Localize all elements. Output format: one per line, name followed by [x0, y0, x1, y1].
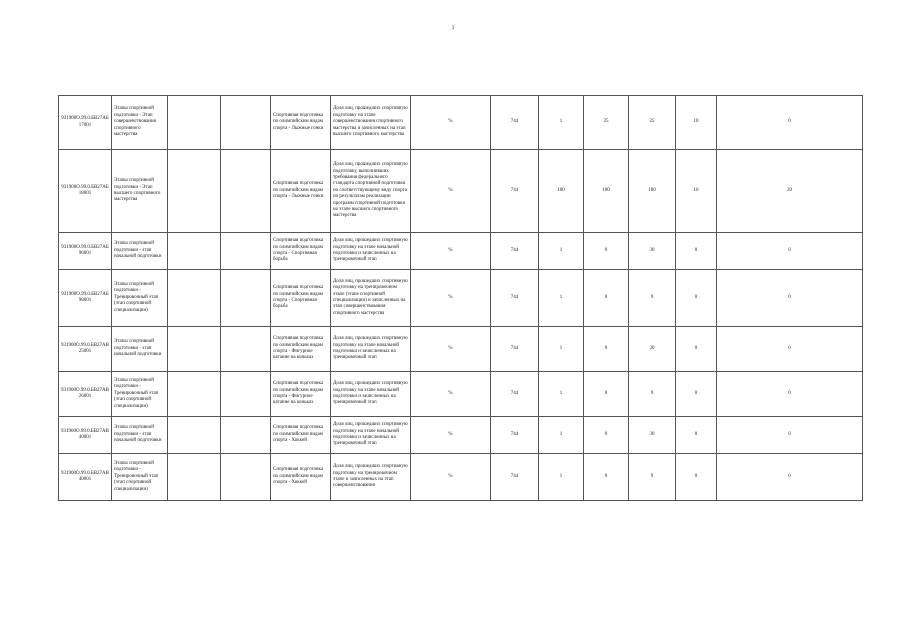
page-number: 3	[451, 26, 455, 31]
registry-code-cell: 931900O.99.0.БВ27АБ98001	[59, 270, 112, 327]
okei-cell: 744	[491, 270, 539, 327]
indicator-cell: Доля лиц, прошедших спортивную подготовку на этапе совершенствования спортивного мастерства и зачисленных на этап высшего спортивного мастерства	[331, 96, 411, 150]
value-cell: 30	[629, 233, 676, 270]
condition-cell: Спортивная подготовка по олимпийским видам спорта - Хоккей	[271, 454, 331, 501]
value-cell: 20	[717, 150, 863, 233]
value-cell: 1	[539, 327, 584, 372]
empty-cell	[221, 150, 271, 233]
condition-cell: Спортивная подготовка по олимпийским видам спорта - Фигурное катание на коньках	[271, 372, 331, 417]
table-row	[59, 417, 863, 454]
value-cell: 30	[629, 417, 676, 454]
unit-cell: %	[411, 372, 491, 417]
indicator-cell: Доля лиц, прошедших спортивную подготовку на этапе начальной подготовки и зачисленных на тренировочный этап	[331, 327, 411, 372]
empty-cell	[221, 96, 271, 150]
value-cell: 1	[539, 270, 584, 327]
value-cell: 0	[676, 372, 717, 417]
indicator-cell: Доля лиц, прошедших спортивную подготовку, выполнивших требования федерального стандарта спортивной подготовки по соответствующему виду спорта по результатам реализации программ спортивной подготовки на этапе высшего спортивного мастерства	[331, 150, 411, 233]
value-cell: 0	[717, 327, 863, 372]
value-cell: 0	[717, 233, 863, 270]
indicator-table	[58, 95, 863, 501]
content-cell: Этапы спортивной подготовки - Тренировочный этап (этап спортивной специализации)	[112, 372, 168, 417]
empty-cell	[168, 327, 221, 372]
value-cell: 0	[676, 417, 717, 454]
value-cell: 0	[676, 270, 717, 327]
unit-cell: %	[411, 150, 491, 233]
value-cell: 1	[539, 454, 584, 501]
condition-cell: Спортивная подготовка по олимпийским видам спорта - Спортивная борьба	[271, 233, 331, 270]
table-row	[59, 150, 863, 233]
value-cell: 10	[676, 150, 717, 233]
unit-cell: %	[411, 233, 491, 270]
indicator-cell: Доля лиц, прошедших спортивную подготовку на тренировочном этапе и зачисленных на этап совершенствования	[331, 454, 411, 501]
okei-cell: 744	[491, 233, 539, 270]
content-cell: Этапы спортивной подготовки - этап начальной подготовки	[112, 327, 168, 372]
empty-cell	[168, 270, 221, 327]
value-cell: 30	[629, 327, 676, 372]
registry-code-cell: 931900O.99.0.БВ27АБ17001	[59, 96, 112, 150]
condition-cell: Спортивная подготовка по олимпийским видам спорта - Спортивная борьба	[271, 270, 331, 327]
table-row	[59, 233, 863, 270]
unit-cell: %	[411, 327, 491, 372]
okei-cell: 744	[491, 327, 539, 372]
okei-cell: 744	[491, 96, 539, 150]
value-cell: 9	[629, 270, 676, 327]
condition-cell: Спортивная подготовка по олимпийским видам спорта - Фигурное катание на коньках	[271, 327, 331, 372]
empty-cell	[168, 372, 221, 417]
table-row	[59, 454, 863, 501]
value-cell: 0	[584, 270, 629, 327]
empty-cell	[168, 96, 221, 150]
empty-cell	[221, 327, 271, 372]
value-cell: 10	[676, 96, 717, 150]
table-row	[59, 96, 863, 150]
empty-cell	[221, 270, 271, 327]
condition-cell: Спортивная подготовка по олимпийским видам спорта - Лыжные гонки	[271, 96, 331, 150]
value-cell: 0	[676, 454, 717, 501]
indicator-cell: Доля лиц, прошедших спортивную подготовку на тренировочном этапе (этапе спортивной специализации) и зачисленных на этап совершенствования спортивного мастерства	[331, 270, 411, 327]
okei-cell: 744	[491, 417, 539, 454]
indicator-cell: Доля лиц, прошедших спортивную подготовку на этапе начальной подготовки и зачисленных на тренировочный этап	[331, 417, 411, 454]
table-row	[59, 270, 863, 327]
empty-cell	[168, 454, 221, 501]
empty-cell	[221, 372, 271, 417]
value-cell: 0	[717, 372, 863, 417]
indicator-cell: Доля лиц, прошедших спортивную подготовку на этапе начальной подготовки и зачисленных на тренировочный этап	[331, 233, 411, 270]
value-cell: 0	[717, 96, 863, 150]
value-cell: 100	[629, 150, 676, 233]
okei-cell: 744	[491, 150, 539, 233]
unit-cell: %	[411, 270, 491, 327]
value-cell: 100	[584, 150, 629, 233]
content-cell: Этапы спортивной подготовки - Этап совершенствования спортивного мастерства	[112, 96, 168, 150]
content-cell: Этапы спортивной подготовки - этап начальной подготовки	[112, 417, 168, 454]
registry-code-cell: 931900O.99.0.БВ27АВ25001	[59, 327, 112, 372]
value-cell: 9	[629, 372, 676, 417]
value-cell: 0	[676, 233, 717, 270]
empty-cell	[221, 454, 271, 501]
value-cell: 25	[584, 96, 629, 150]
okei-cell: 744	[491, 372, 539, 417]
value-cell: 0	[717, 270, 863, 327]
content-cell: Этапы спортивной подготовки - Этап высшего спортивного мастерства	[112, 150, 168, 233]
value-cell: 1	[539, 417, 584, 454]
registry-code-cell: 931900O.99.0.БВ27АВ40001	[59, 454, 112, 501]
value-cell: 0	[717, 417, 863, 454]
okei-cell: 744	[491, 454, 539, 501]
unit-cell: %	[411, 454, 491, 501]
empty-cell	[168, 233, 221, 270]
empty-cell	[168, 417, 221, 454]
empty-cell	[168, 150, 221, 233]
table-row	[59, 372, 863, 417]
value-cell: 9	[629, 454, 676, 501]
value-cell: 0	[584, 327, 629, 372]
registry-code-cell: 931900O.99.0.БВ27АВ26001	[59, 372, 112, 417]
value-cell: 0	[584, 233, 629, 270]
value-cell: 100	[539, 150, 584, 233]
registry-code-cell: 931900O.99.0.БВ27АБ18001	[59, 150, 112, 233]
value-cell: 1	[539, 96, 584, 150]
content-cell: Этапы спортивной подготовки - Тренировочный этап (этап спортивной специализации)	[112, 454, 168, 501]
indicator-cell: Доля лиц, прошедших спортивную подготовку на этапе начальной подготовки и зачисленных на тренировочный этап	[331, 372, 411, 417]
registry-code-cell: 931900O.99.0.БВ27АВ40001	[59, 417, 112, 454]
value-cell: 25	[629, 96, 676, 150]
content-cell: Этапы спортивной подготовки - Тренировочный этап (этап спортивной специализации)	[112, 270, 168, 327]
value-cell: 1	[539, 233, 584, 270]
condition-cell: Спортивная подготовка по олимпийским видам спорта - Лыжные гонки	[271, 150, 331, 233]
condition-cell: Спортивная подготовка по олимпийским видам спорта - Хоккей	[271, 417, 331, 454]
value-cell: 0	[584, 454, 629, 501]
value-cell: 0	[584, 417, 629, 454]
value-cell: 0	[717, 454, 863, 501]
registry-code-cell: 931900O.99.0.БВ27АБ96001	[59, 233, 112, 270]
unit-cell: %	[411, 417, 491, 454]
unit-cell: %	[411, 96, 491, 150]
empty-cell	[221, 233, 271, 270]
content-cell: Этапы спортивной подготовки - этап начальной подготовки	[112, 233, 168, 270]
value-cell: 0	[676, 327, 717, 372]
table-row	[59, 327, 863, 372]
value-cell: 1	[539, 372, 584, 417]
empty-cell	[221, 417, 271, 454]
value-cell: 0	[584, 372, 629, 417]
